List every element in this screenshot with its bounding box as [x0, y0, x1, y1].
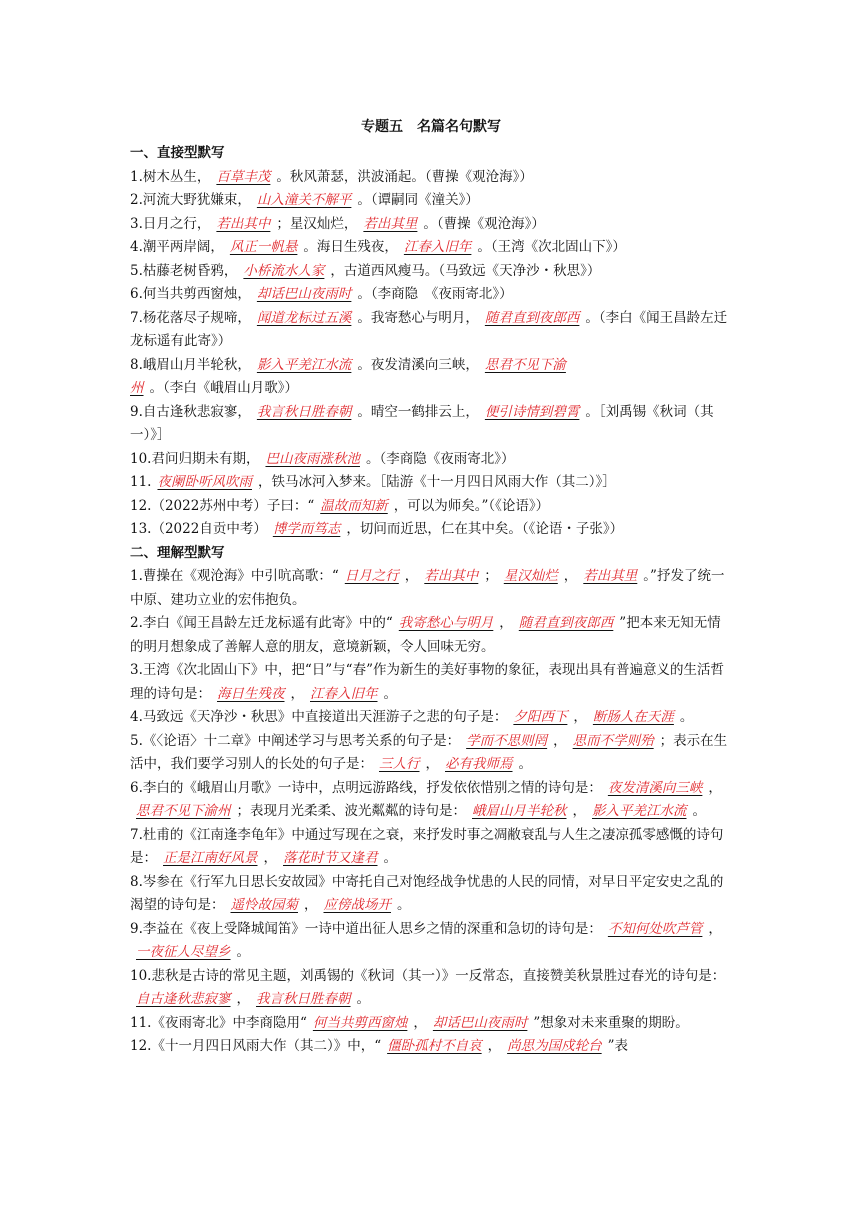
answer-blank: 自古逢秋悲寂寥	[136, 991, 231, 1007]
answer-blank: 小桥流水人家	[243, 262, 325, 279]
document-body	[130, 142, 732, 1059]
question-item	[130, 824, 732, 871]
question-text: ，	[573, 709, 587, 725]
answer-blank: 星汉灿烂	[503, 568, 558, 584]
question-text: 12.（2022苏州中考）子曰：“	[130, 497, 315, 514]
answer-blank: 影入平羌江水流	[256, 356, 352, 373]
question-text: 6.李白的《峨眉山月歌》一诗中，点明远游路线，抒发依依惜别之情的诗句是：	[130, 779, 602, 796]
question-text: ，	[404, 568, 419, 584]
question-item	[130, 1035, 732, 1059]
question-text: 6.何当共剪西窗烛，	[130, 286, 251, 302]
question-text: 。（李白《峨眉山月歌》）	[149, 380, 298, 396]
question-text: 8.峨眉山月半轮秋，	[130, 356, 251, 373]
question-item	[130, 236, 732, 260]
question-text: ”想象对未来重聚的期盼。	[533, 1014, 689, 1031]
answer-blank: 便引诗情到碧霄	[484, 403, 580, 420]
answer-blank: 尚思为国戍轮台	[507, 1038, 602, 1054]
question-text: 7.杜甫的《江南逢李龟年》中通过写现在之衰，来抒发时事之凋敝衰乱与人生之凄凉孤零感慨的诗句是：	[130, 826, 724, 866]
answer-blank: 随君直到夜郎西	[484, 309, 580, 326]
question-text: 。	[679, 709, 694, 725]
question-text: ；星汉灿烂，	[276, 215, 358, 232]
answer-blank: 百草丰茂	[216, 168, 271, 185]
question-text: ，	[304, 897, 318, 913]
question-text: ；表现月光柔柔、波光粼粼的诗句是：	[236, 803, 466, 819]
answer-blank: 博学而笃志	[272, 521, 341, 537]
answer-blank: 风正一帆悬	[229, 239, 298, 255]
question-text: 。我寄愁心与明月，	[357, 309, 479, 326]
answer-blank: 我言秋日胜春朝	[256, 403, 352, 420]
question-text: 1.曹操在《观沧海》中引吭高歌：“	[130, 568, 339, 584]
question-item	[130, 730, 732, 777]
answer-blank: 若出其中	[216, 215, 271, 232]
question-text: 4.潮平两岸阔，	[130, 239, 224, 255]
question-item	[130, 354, 732, 401]
section-heading: 二、理解型默写	[130, 544, 225, 561]
question-text: 。秋风萧瑟，洪波涌起。（曹操《观沧海》）	[276, 168, 533, 185]
answer-blank: 日月之行	[344, 568, 399, 584]
question-text: 8.岑参在《行军九日思长安故园》中寄托自己对饱经战争忧患的人民的同情，对早日平定安史之乱的渴望的诗句是：	[130, 873, 724, 913]
question-text: 。	[692, 803, 706, 819]
question-text: 9.自古逢秋悲寂寥，	[130, 403, 251, 420]
answer-blank: 应傍战场开	[323, 897, 391, 913]
question-text: 9.李益在《夜上受降城闻笛》一诗中道出征人思乡之情的深重和急切的诗句是：	[130, 920, 602, 937]
question-item	[130, 565, 732, 612]
answer-blank: 山入潼关不解平	[256, 192, 352, 208]
question-text: ，	[572, 803, 586, 819]
question-item	[130, 260, 732, 284]
answer-blank: 遥怜故园菊	[230, 897, 298, 913]
question-item	[130, 518, 732, 542]
answer-blank: 三人行	[379, 756, 420, 772]
question-text: 7.杨花落尽子规啼，	[130, 309, 251, 326]
question-text: 。	[383, 850, 397, 866]
question-text: ，铁马冰河入梦来。［陆游《十一月四日风雨大作（其二）》］	[257, 474, 616, 490]
question-text: 。海日生残夜，	[303, 239, 398, 255]
question-text: 。	[236, 944, 250, 960]
question-item	[130, 448, 732, 472]
answer-blank: 却话巴山夜雨时	[432, 1014, 528, 1031]
question-text: ，	[425, 756, 439, 772]
question-text: 5.《〈论语〉十二章》中阐述学习与思考关系的句子是：	[130, 732, 461, 749]
question-item	[130, 659, 732, 706]
question-item	[130, 777, 732, 824]
question-text: 1.树木丛生，	[130, 168, 211, 185]
question-item	[130, 189, 732, 213]
question-text: 5.枯藤老树昏鸦，	[130, 262, 238, 279]
document-page	[130, 116, 732, 1059]
answer-blank: 落花时节又逢君	[283, 850, 378, 866]
question-text: 。	[383, 685, 397, 702]
answer-blank: 夕阳西下	[513, 709, 568, 725]
answer-blank: 闻道龙标过五溪	[256, 309, 352, 326]
answer-blank: 江春入旧年	[310, 685, 378, 702]
question-item	[130, 283, 732, 307]
question-text: ，	[413, 1014, 427, 1031]
question-text: 12.《十一月四日风雨大作（其二）》中，“	[130, 1038, 382, 1054]
question-text: 11.	[130, 474, 152, 490]
question-text: 。（曹操《观沧海》）	[423, 215, 545, 232]
answer-blank: 何当共剪西窗烛	[312, 1014, 408, 1031]
question-text: ”表	[607, 1038, 629, 1054]
answer-blank: 影入平羌江水流	[592, 803, 687, 819]
answer-blank: 必有我师焉	[445, 756, 513, 772]
question-text: ，	[708, 920, 722, 937]
question-text: ，	[263, 850, 277, 866]
answer-blank: 不知何处吹芦管	[607, 920, 703, 937]
question-item	[130, 612, 732, 659]
question-item	[130, 401, 732, 448]
question-text: 。	[356, 991, 370, 1007]
answer-blank: 我寄愁心与明月	[398, 615, 494, 631]
question-text: 。	[518, 756, 532, 772]
answer-blank: 江春入旧年	[403, 239, 472, 255]
answer-blank: 思君不见下渝州	[136, 803, 231, 819]
question-item	[130, 918, 732, 965]
answer-blank: 随君直到夜郎西	[518, 615, 614, 631]
question-text: ，	[290, 685, 304, 702]
question-text: 。	[397, 897, 411, 913]
answer-blank: 思而不学则殆	[572, 732, 654, 749]
question-text: ，古道西风瘦马。（马致远《天净沙・秋思》）	[330, 262, 601, 279]
question-text: 2.河流大野犹嫌束，	[130, 192, 251, 208]
question-text: 。（李白《闻王昌龄左迁龙标遥有此寄》）	[130, 309, 728, 349]
question-text: 。晴空一鹤排云上，	[357, 403, 479, 420]
question-text: ”把本来无知无情的明月想象成了善解人意的朋友，意境新颖，令人回味无穷。	[130, 615, 721, 655]
answer-blank: 巴山夜雨涨秋池	[265, 450, 360, 467]
question-text: ，	[487, 1038, 502, 1054]
question-text: 2.李白《闻王昌龄左迁龙标遥有此寄》中的“	[130, 615, 393, 631]
question-item	[130, 213, 732, 237]
question-text: ，	[236, 991, 250, 1007]
question-item	[130, 495, 732, 519]
answer-blank: 僵卧孤村不自哀	[387, 1038, 482, 1054]
answer-blank: 断肠人在天涯	[592, 709, 674, 725]
question-text: ，切问而近思，仁在其中矣。（《论语・子张》）	[346, 521, 624, 537]
section-heading: 一、直接型默写	[130, 145, 225, 161]
question-text: 10.君问归期未有期，	[130, 450, 260, 467]
answer-blank: 若出其里	[583, 568, 638, 584]
question-text: ，	[563, 568, 578, 584]
question-text: 。（李商隐 《夜雨寄北》）	[357, 286, 513, 302]
question-text: 10.悲秋是古诗的常见主题，刘禹锡的《秋词（其一）》一反常态，直接赞美秋景胜过春光的诗句是：	[130, 967, 726, 984]
question-item	[130, 706, 732, 730]
question-item	[130, 307, 732, 354]
answer-blank: 峨眉山月半轮秋	[472, 803, 567, 819]
question-text: ，可以为师矣。”（《论语》）	[393, 497, 550, 514]
question-text: ；表示在生活中，我们要学习别人的长处的句子是：	[130, 732, 728, 772]
answer-blank: 夜阑卧听风吹雨	[157, 474, 252, 490]
question-text: 3.王湾《次北固山下》中，把“日”与“春”作为新生的美好事物的象征，表现出具有普遍意义的生活哲理的诗句是：	[130, 662, 724, 702]
question-text: 。［刘禹锡《秋词（其一）》］	[130, 403, 714, 443]
question-text: 。（王湾《次北固山下》）	[477, 239, 626, 255]
question-text: 。夜发清溪向三峡，	[357, 356, 479, 373]
question-text: 13.（2022自贡中考）	[130, 521, 267, 537]
answer-blank: 若出其里	[363, 215, 418, 232]
question-item	[130, 166, 732, 190]
question-text: ，	[499, 615, 513, 631]
answer-blank: 若出其中	[424, 568, 479, 584]
answer-blank: 温故而知新	[320, 497, 388, 514]
question-text: ；	[484, 568, 498, 584]
answer-blank: 我言秋日胜春朝	[256, 991, 351, 1007]
answer-blank: 学而不思则罔	[466, 732, 548, 749]
question-text: 3.日月之行，	[130, 215, 211, 232]
question-text: 。（谭嗣同《潼关》）	[357, 192, 479, 208]
answer-blank: 海日生残夜	[217, 685, 285, 702]
answer-blank: 却话巴山夜雨时	[256, 286, 352, 302]
answer-blank: 正是江南好风景	[163, 850, 258, 866]
question-text: 4.马致远《天净沙・秋思》中直接道出天涯游子之悲的句子是：	[130, 709, 508, 725]
question-text: 。”抒发了统一中原、建功立业的宏伟抱负。	[130, 568, 725, 608]
question-item	[130, 471, 732, 495]
answer-blank: 思君不见下渝州	[130, 356, 566, 396]
answer-blank: 夜发清溪向三峡	[607, 779, 703, 796]
question-item	[130, 871, 732, 918]
question-text: 。（李商隐《夜雨寄北》）	[365, 450, 515, 467]
answer-blank: 一夜征人尽望乡	[136, 944, 231, 960]
question-text: ，	[553, 732, 567, 749]
page-title: 专题五 名篇名句默写	[361, 119, 501, 135]
question-item	[130, 1012, 732, 1036]
question-text: ，	[708, 779, 722, 796]
question-item	[130, 965, 732, 1012]
question-text: 11.《夜雨寄北》中李商隐用“	[130, 1014, 307, 1031]
